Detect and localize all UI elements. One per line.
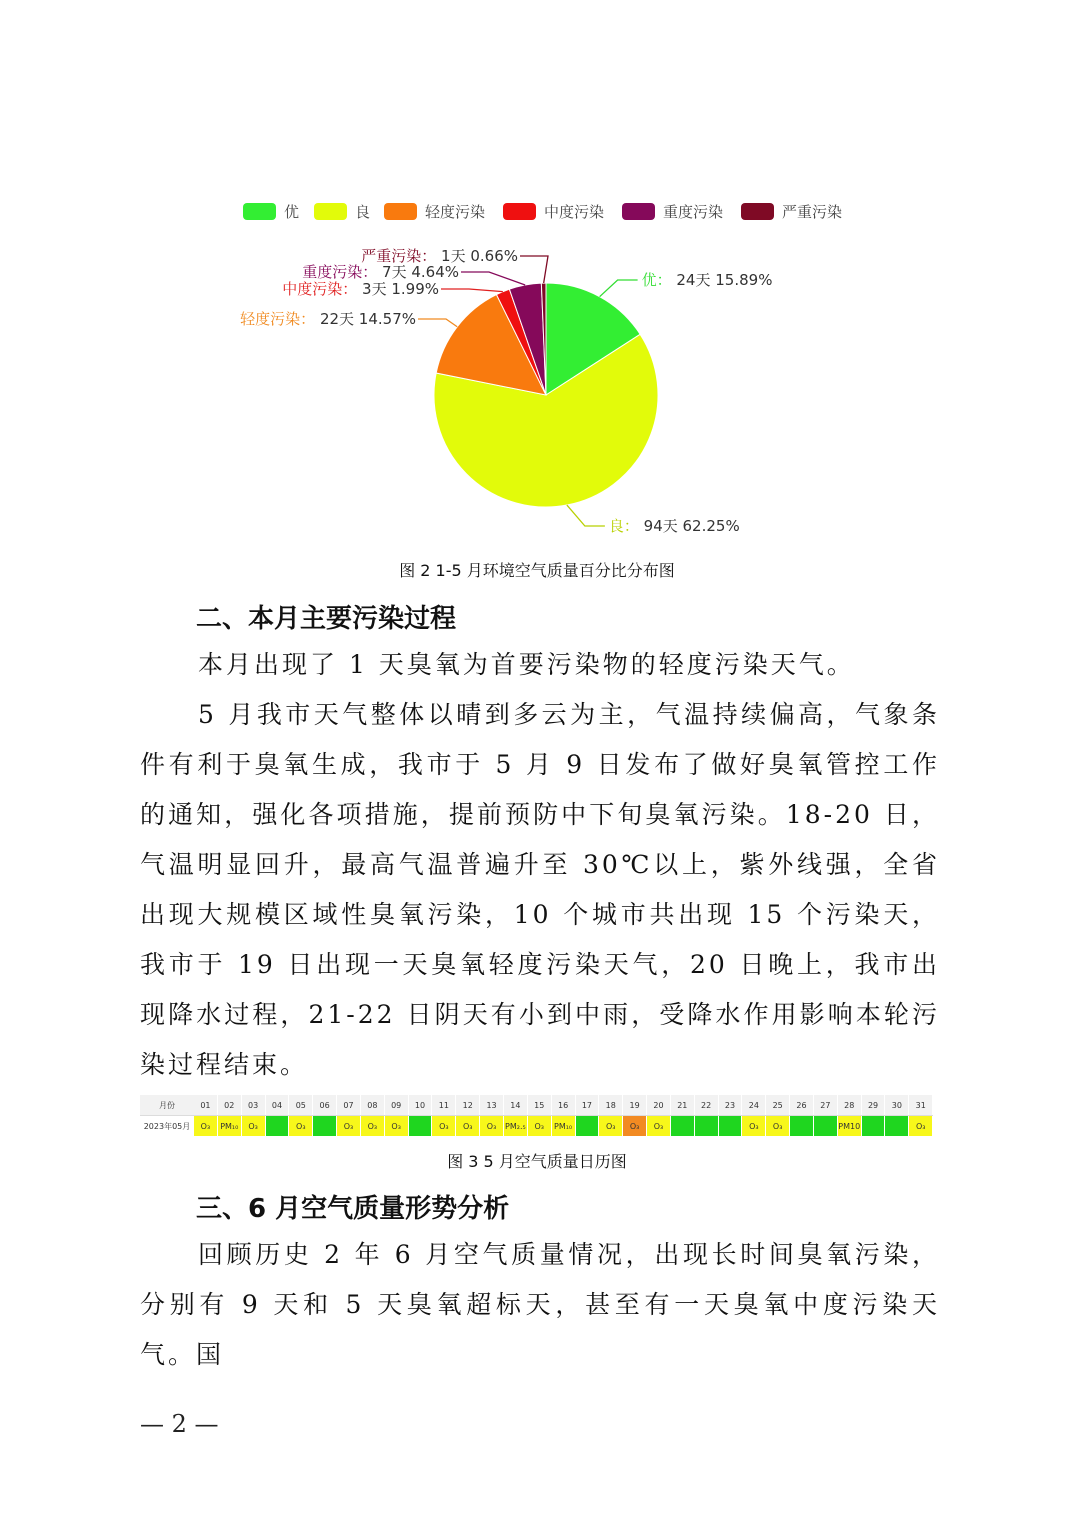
legend-label: 重度污染 <box>663 202 724 221</box>
section-2-heading: 二、本月主要污染过程 <box>196 604 457 634</box>
calendar-day-header: 07 <box>337 1095 361 1115</box>
legend-swatch <box>243 203 276 220</box>
page-number: — 2 — <box>140 1410 219 1438</box>
pie-label-value: 24天 15.89% <box>671 271 773 289</box>
calendar-day-header: 28 <box>838 1095 862 1115</box>
legend-swatch <box>503 203 536 220</box>
pie-slice-label <box>240 310 416 328</box>
pie-label-leader-line <box>567 505 605 526</box>
legend-item-moderate-pollution[interactable] <box>503 200 604 222</box>
calendar-day-cell[interactable]: O₃ <box>742 1116 766 1136</box>
calendar-day-header: 29 <box>862 1095 886 1115</box>
pie-label-value: 22天 14.57% <box>315 310 416 328</box>
pie-label-leader-line <box>418 319 457 327</box>
calendar-day-cell[interactable]: O₃ <box>432 1116 456 1136</box>
paragraph: 本月出现了 1 天臭氧为首要污染物的轻度污染天气。 <box>198 650 855 679</box>
calendar-day-cell[interactable] <box>885 1116 909 1136</box>
pie-label-name: 严重污染： <box>361 247 437 265</box>
legend-item-good[interactable] <box>314 200 370 222</box>
calendar-day-cell[interactable] <box>695 1116 719 1136</box>
calendar-day-header: 31 <box>909 1095 933 1115</box>
figure-3-caption: 图 3 5 月空气质量日历图 <box>447 1152 627 1171</box>
calendar-day-header: 11 <box>432 1095 456 1115</box>
calendar-day-cell[interactable]: O₃ <box>289 1116 313 1136</box>
calendar-day-cell[interactable] <box>862 1116 886 1136</box>
calendar-day-header: 15 <box>528 1095 552 1115</box>
calendar-day-cell[interactable]: O₃ <box>337 1116 361 1136</box>
calendar-day-header: 14 <box>504 1095 528 1115</box>
pie-label-leader-line <box>600 280 638 297</box>
calendar-header-row <box>140 1095 933 1116</box>
pie-slice-label <box>609 517 740 535</box>
legend-swatch <box>314 203 347 220</box>
calendar-day-cell[interactable] <box>409 1116 433 1136</box>
pie-slices <box>434 283 658 507</box>
calendar-day-cell[interactable] <box>576 1116 600 1136</box>
calendar-day-header: 06 <box>313 1095 337 1115</box>
calendar-row-label: 2023年05月 <box>143 1121 191 1131</box>
legend-label: 良 <box>355 202 371 221</box>
paragraph: 回顾历史 2 年 6 月空气质量情况，出现长时间臭氧污染，分别有 9 天和 5 天臭氧超标天，甚至有一天臭氧中度污染天气。国 <box>140 1240 940 1369</box>
section-3-heading: 三、6 月空气质量形势分析 <box>196 1194 510 1224</box>
pie-label-name: 良： <box>608 517 639 535</box>
pie-label-leader-line <box>461 272 525 285</box>
calendar-day-header: 18 <box>599 1095 623 1115</box>
calendar-day-header: 09 <box>385 1095 409 1115</box>
legend-item-severe-pollution[interactable] <box>741 200 842 222</box>
calendar-day-header: 03 <box>242 1095 266 1115</box>
calendar-day-cell[interactable] <box>671 1116 695 1136</box>
calendar-day-cell[interactable]: O₃ <box>909 1116 933 1136</box>
calendar-day-header: 25 <box>766 1095 790 1115</box>
calendar-day-cell[interactable] <box>266 1116 290 1136</box>
calendar-day-header: 27 <box>814 1095 838 1115</box>
pie-label-leader-line <box>520 256 548 283</box>
calendar-day-cell[interactable]: O₃ <box>647 1116 671 1136</box>
pie-label-value: 94天 62.25% <box>638 517 740 535</box>
calendar-day-cell[interactable]: PM₁₀ <box>218 1116 242 1136</box>
calendar-day-header: 21 <box>671 1095 695 1115</box>
pie-slice-label <box>642 271 773 289</box>
calendar-day-header: 13 <box>480 1095 504 1115</box>
legend-swatch <box>622 203 655 220</box>
legend-swatch <box>741 203 774 220</box>
calendar-day-header: 26 <box>790 1095 814 1115</box>
legend-label: 中度污染 <box>544 202 605 221</box>
calendar-header-label: 月份 <box>159 1100 175 1110</box>
pie-chart <box>0 230 1074 550</box>
calendar-day-cell[interactable] <box>790 1116 814 1136</box>
legend-item-light-pollution[interactable] <box>384 200 485 222</box>
legend-item-excellent[interactable] <box>243 200 299 222</box>
calendar-day-header: 04 <box>266 1095 290 1115</box>
calendar-day-header: 01 <box>194 1095 218 1115</box>
pie-label-name: 优： <box>641 271 672 289</box>
pie-slice-label <box>361 247 518 265</box>
pie-label-name: 轻度污染： <box>240 310 316 328</box>
calendar-day-header: 20 <box>647 1095 671 1115</box>
legend-item-heavy-pollution[interactable] <box>622 200 723 222</box>
calendar-day-cell[interactable]: O₃ <box>361 1116 385 1136</box>
calendar-day-cell[interactable]: O₃ <box>766 1116 790 1136</box>
calendar-day-header: 23 <box>719 1095 743 1115</box>
calendar-day-header: 22 <box>695 1095 719 1115</box>
pie-label-value: 3天 1.99% <box>357 280 439 298</box>
paragraph: 5 月我市天气整体以晴到多云为主，气温持续偏高，气象条件有利于臭氧生成，我市于 5 月 9 日发布了做好臭氧管控工作的通知，强化各项措施，提前预防中下旬臭氧污染。18-20 日，气温明显回升，最高气温普遍升至 30℃以上，紫外线强，全省出现大规模区域性臭氧污染，10 个城市共出现 15 个污染天，我市于 19 日出现一天臭氧轻度污染天气，20 日晚上，我市出现降水过程，21-22 日阴天有小到中雨，受降水作用影响本轮污染过程结束。 <box>140 700 940 1079</box>
calendar-day-header: 30 <box>885 1095 909 1115</box>
calendar-day-cell[interactable]: O₃ <box>456 1116 480 1136</box>
calendar-day-header: 16 <box>552 1095 576 1115</box>
calendar-day-cell[interactable]: O₃ <box>385 1116 409 1136</box>
calendar-day-cell[interactable] <box>719 1116 743 1136</box>
pie-label-leader-line <box>441 289 503 292</box>
calendar-day-cell[interactable]: O₃ <box>480 1116 504 1136</box>
calendar-day-cell[interactable]: PM₁₀ <box>552 1116 576 1136</box>
calendar-day-header: 24 <box>742 1095 766 1115</box>
calendar-day-header: 19 <box>623 1095 647 1115</box>
pie-label-name: 重度污染： <box>302 263 378 281</box>
calendar-day-header: 02 <box>218 1095 242 1115</box>
calendar-day-header: 08 <box>361 1095 385 1115</box>
calendar-day-header: 10 <box>409 1095 433 1115</box>
pie-label-value: 1天 0.66% <box>436 247 518 265</box>
calendar-day-header: 05 <box>289 1095 313 1115</box>
legend-label: 优 <box>284 202 300 221</box>
calendar-day-cell[interactable] <box>814 1116 838 1136</box>
pie-slice-label <box>282 280 439 298</box>
figure-2-caption: 图 2 1-5 月环境空气质量百分比分布图 <box>399 561 675 580</box>
pie-slice-label <box>302 263 459 281</box>
calendar-data-row <box>140 1116 933 1136</box>
calendar-day-cell[interactable]: PM10 <box>838 1116 862 1136</box>
legend-label: 轻度污染 <box>425 202 486 221</box>
calendar-day-cell[interactable]: O₃ <box>194 1116 218 1136</box>
calendar-day-cell[interactable]: O₃ <box>242 1116 266 1136</box>
pie-label-value: 7天 4.64% <box>377 263 459 281</box>
air-quality-calendar <box>140 1094 933 1138</box>
calendar-day-header: 17 <box>576 1095 600 1115</box>
calendar-day-header: 12 <box>456 1095 480 1115</box>
legend-swatch <box>384 203 417 220</box>
calendar-day-cell[interactable]: PM₂.₅ <box>504 1116 528 1136</box>
pie-label-name: 中度污染： <box>282 280 358 298</box>
calendar-day-cell[interactable] <box>313 1116 337 1136</box>
calendar-day-cell[interactable]: O₃ <box>599 1116 623 1136</box>
chart-legend <box>0 196 1074 226</box>
calendar-day-cell[interactable]: O₃ <box>623 1116 647 1136</box>
legend-label: 严重污染 <box>782 202 843 221</box>
calendar-day-cell[interactable]: O₃ <box>528 1116 552 1136</box>
